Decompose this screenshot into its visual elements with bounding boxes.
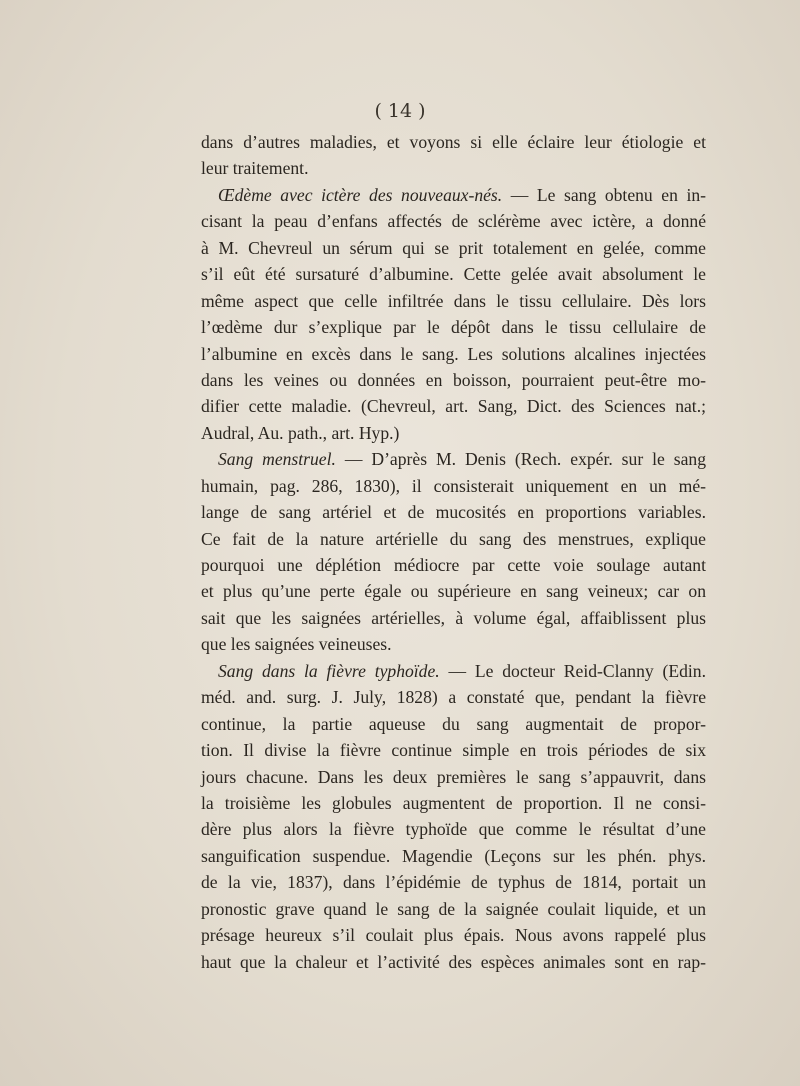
- text-line: [201, 129, 706, 155]
- text-line: [201, 314, 706, 340]
- text-segment: — Le sang obtenu en in-: [502, 184, 707, 205]
- text-segment: l’albumine en excès dans le sang. Les solutions alcalines injectées: [201, 343, 706, 364]
- text-line: [201, 605, 706, 631]
- text-segment: difier cette maladie. (Chevreul, art. Sang, Dict. des Sciences nat.;: [201, 396, 706, 417]
- text-line: [201, 235, 706, 261]
- text-segment: dère plus alors la fièvre typhoïde que comme le résultat d’une: [201, 819, 706, 840]
- text-segment: cisant la peau d’enfans affectés de sclérème avec ictère, a donné: [201, 211, 706, 232]
- text-segment: que les saignées veineuses.: [201, 634, 392, 655]
- text-line: [201, 764, 706, 790]
- text-segment: Audral, Au. path., art. Hyp.): [201, 422, 400, 443]
- body-text: [201, 129, 706, 975]
- text-segment: leur traitement.: [201, 158, 309, 179]
- text-line: [201, 526, 706, 552]
- text-segment: présage heureux s’il coulait plus épais. Nous avons rappelé plus: [201, 925, 706, 946]
- text-segment: lange de sang artériel et de mucosités en proportions variables.: [201, 502, 706, 523]
- text-line: [201, 261, 706, 287]
- section-heading: Œdème avec ictère des nouveaux-nés.: [218, 184, 503, 205]
- text-segment: — Le docteur Reid-Clanny (Edin.: [439, 660, 706, 681]
- text-line: [201, 473, 706, 499]
- page-number: ( 14 ): [374, 100, 426, 122]
- text-line: [201, 658, 706, 684]
- text-line: [201, 711, 706, 737]
- text-line: [201, 420, 706, 446]
- text-line: [201, 552, 706, 578]
- text-line: [201, 869, 706, 895]
- text-segment: sait que les saignées artérielles, à volume égal, affaiblissent plus: [201, 607, 706, 628]
- text-segment: de la vie, 1837), dans l’épidémie de typhus de 1814, portait un: [201, 872, 706, 893]
- text-segment: dans d’autres maladies, et voyons si elle éclaire leur étiologie et: [201, 132, 706, 152]
- text-line: [201, 446, 706, 472]
- text-segment: même aspect que celle infiltrée dans le tissu cellulaire. Dès lors: [201, 290, 706, 311]
- text-line: [201, 182, 706, 208]
- text-line: [201, 367, 706, 393]
- text-segment: humain, pag. 286, 1830), il consisterait uniquement en un mé-: [201, 475, 706, 496]
- text-line: [201, 816, 706, 842]
- text-segment: Ce fait de la nature artérielle du sang des menstrues, explique: [201, 528, 706, 549]
- text-segment: — D’après M. Denis (Rech. expér. sur le sang: [335, 449, 706, 470]
- text-line: [201, 896, 706, 922]
- text-line: [201, 843, 706, 869]
- text-line: [201, 922, 706, 948]
- text-segment: continue, la partie aqueuse du sang augmentait de propor-: [201, 713, 706, 734]
- text-line: [201, 288, 706, 314]
- text-line: [201, 499, 706, 525]
- text-line: [201, 341, 706, 367]
- text-line: [201, 949, 706, 975]
- text-line: [201, 631, 706, 657]
- text-segment: méd. and. surg. J. July, 1828) a constaté que, pendant la fièvre: [201, 687, 706, 708]
- text-line: [201, 684, 706, 710]
- section-heading: Sang menstruel.: [218, 449, 336, 470]
- text-line: [201, 208, 706, 234]
- text-segment: l’œdème dur s’explique par le dépôt dans le tissu cellulaire de: [201, 317, 706, 338]
- text-segment: à M. Chevreul un sérum qui se prit totalement en gelée, comme: [201, 237, 706, 258]
- text-line: [201, 790, 706, 816]
- text-segment: pourquoi une déplétion médiocre par cette voie soulage autant: [201, 555, 706, 575]
- text-line: [201, 578, 706, 604]
- text-segment: et plus qu’une perte égale ou supérieure en sang veineux; car on: [201, 581, 706, 602]
- text-segment: dans les veines ou données en boisson, pourraient peut-être mo-: [201, 369, 706, 390]
- text-line: [201, 155, 706, 181]
- text-segment: pronostic grave quand le sang de la saignée coulait liquide, et un: [201, 898, 706, 919]
- text-segment: tion. Il divise la fièvre continue simple en trois périodes de six: [201, 740, 706, 761]
- text-segment: jours chacune. Dans les deux premières le sang s’appauvrit, dans: [201, 766, 706, 787]
- text-segment: sanguification suspendue. Magendie (Leçons sur les phén. phys.: [201, 845, 706, 866]
- text-line: [201, 737, 706, 763]
- text-segment: s’il eût été sursaturé d’albumine. Cette gelée avait absolument le: [201, 264, 706, 285]
- text-line: [201, 393, 706, 419]
- text-segment: haut que la chaleur et l’activité des espèces animales sont en rap-: [201, 951, 706, 972]
- text-segment: la troisième les globules augmentent de proportion. Il ne consi-: [201, 792, 706, 813]
- section-heading: Sang dans la fièvre typhoïde.: [218, 660, 440, 681]
